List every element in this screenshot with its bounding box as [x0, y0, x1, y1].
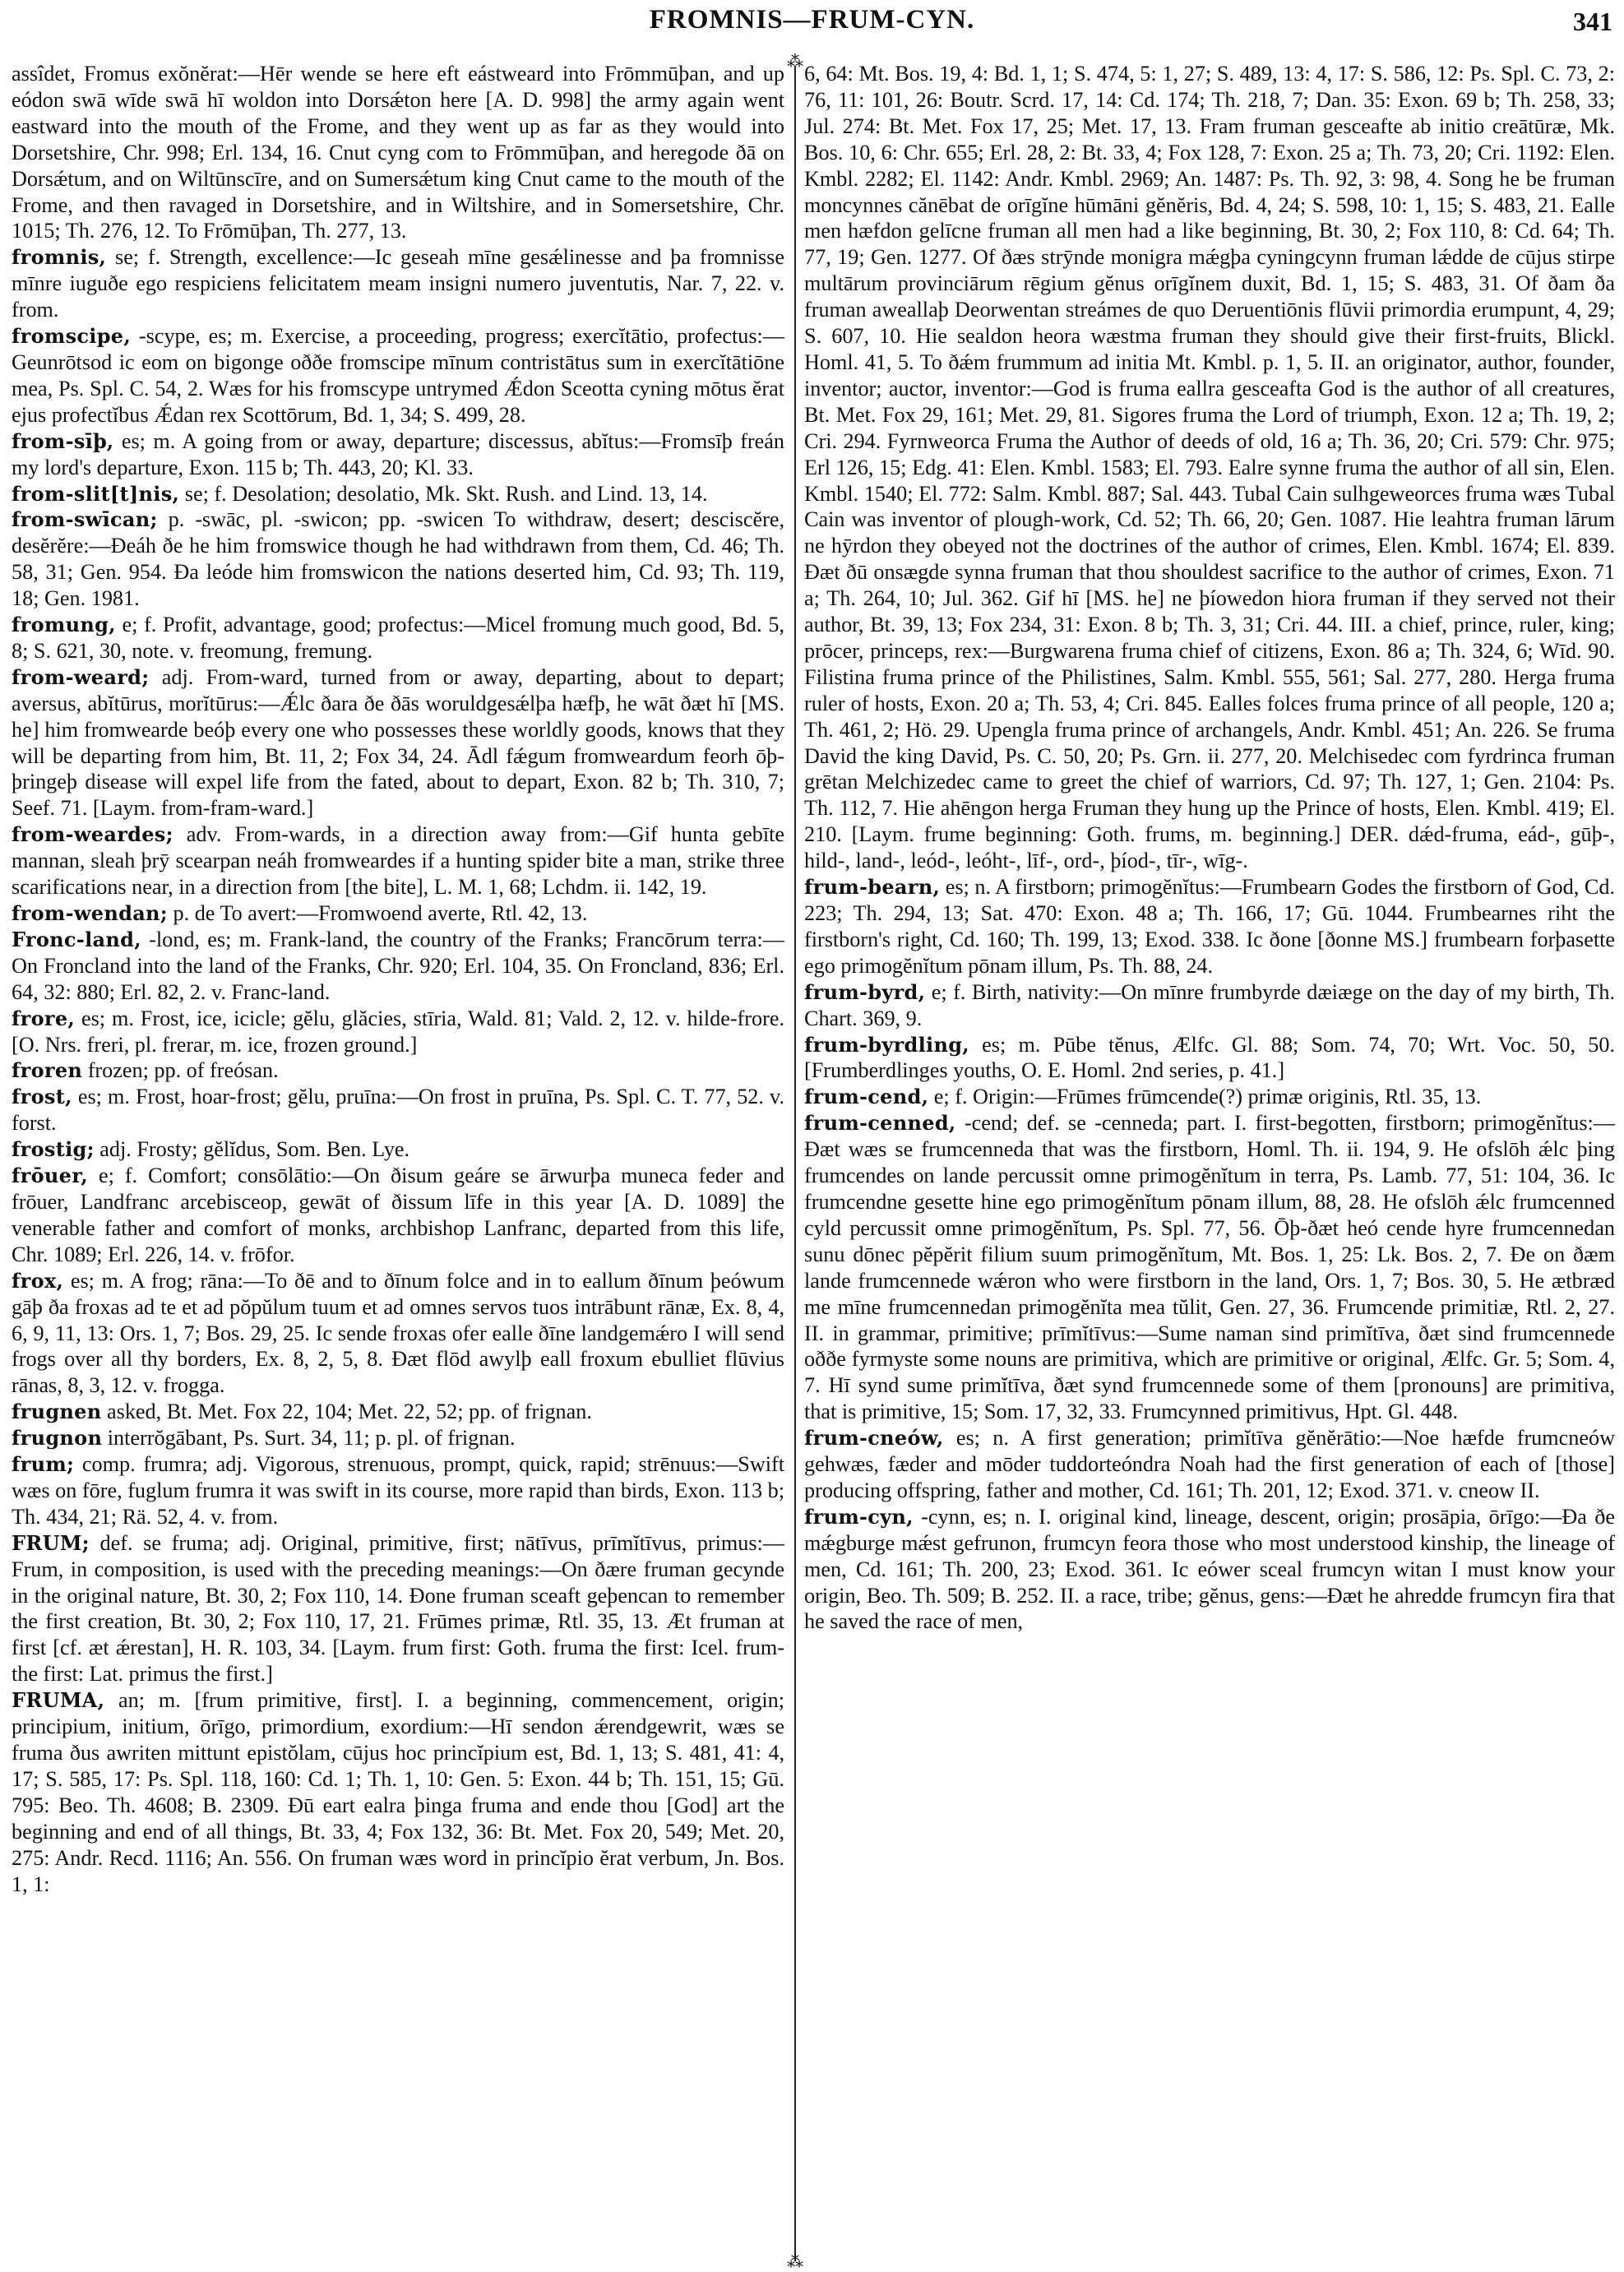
entry-body: interrŏgābant, Ps. Surt. 34, 11; p. pl. of frignan. [102, 1426, 516, 1451]
entry-headword: frum-bearn, [804, 875, 941, 900]
dictionary-entry [12, 1268, 784, 1400]
entry-headword: frost, [12, 1085, 72, 1109]
entry-headword: frum-byrdling, [804, 1032, 969, 1057]
entry-headword: from-slit[t]nis, [12, 481, 180, 506]
dictionary-entry [12, 612, 784, 664]
page-title: FROMNIS—FRUM-CYN. [649, 5, 975, 35]
entry-body: es; m. Frost, ice, icicle; gĕlu, glăcies, stīria, Wald. 81; Vald. 2, 12. v. hilde-frore. [O. Nrs. freri, pl. frerar, m. ice, frozen ground.] [12, 1006, 784, 1057]
entry-headword: frum-cyn, [804, 1504, 914, 1529]
entry-headword: frum-byrd, [804, 979, 926, 1004]
dictionary-entry [804, 1504, 1615, 1636]
dictionary-entry [12, 1687, 784, 1897]
entry-headword: from-weardes; [12, 822, 174, 847]
dictionary-entry [804, 1084, 1615, 1110]
dictionary-entry [804, 61, 1615, 874]
entry-headword: frostig; [12, 1137, 95, 1162]
dictionary-entry [12, 664, 784, 821]
entry-body: def. se fruma; adj. Original, primitive, first; nātīvus, prīmĭtīvus, primus:—Frum, in composition, is used with the preceding meanings:—On ðære fruman gecynde in the original nature, Bt. 30, 2; Fox 110, 14. Ðone fruman sceaft geþencan to remember the first creation, Bt. 30, 2; Fox 110, 17, 21. Frūmes primæ, Rtl. 35, 13. Æt fruman at first [cf. æt ǽrestan], H. R. 103, 34. [Laym. frum first: Goth. fruma the first: Icel. frum- the first: Lat. primus the first.] [12, 1530, 784, 1687]
dictionary-entry [12, 1006, 784, 1058]
entry-headword: fromung, [12, 613, 116, 637]
right-column [804, 61, 1615, 1635]
entry-body: -cend; def. se -cenneda; part. I. first-begotten, firstborn; primogĕnĭtus:—Ðæt wæs se frumcenneda that was the firstborn, Homl. Th. ii. 194, 9. He ofslōh ǽlc þing frumcendes on lande percussit omne primogĕnĭtum in terra, Ps. Lamb. 77, 51: 104, 36. Ic frumcendne gesette hine ego primogĕnĭtum pōnam illum, 88, 28. He ofslōh ǽlc frumcenned cyld percussit omne primogĕnĭtum, Ps. Spl. 77, 56. Ōþ-ðæt heó cende hyre frumcennedan sunu dōnec pĕpĕrit filium suum primogĕnĭtum, Mt. Bos. 1, 25: Lk. Bos. 2, 7. Ðe on ðæm lande frumcennede wǽron who were firstborn in the land, Ors. 1, 7; Bos. 30, 5. He ætbræd me mīne frumcennedan primogĕnĭta mea tŭlit, Gen. 27, 36. Frumcende primitiæ, Rtl. 2, 27. II. in grammar, primitive; prīmĭtīvus:—Sume naman sind primĭtīva, ðæt sind frumcennede oððe fyrmyste some nouns are primitiva, which are primitive or original, Ælfc. Gr. 5; Som. 4, 7. Hī synd sume primĭtīva, ðæt synd frumcennede some of them [pronouns] are primitiva, that is primitive, 15; Som. 17, 32, 33. Frumcynned primitivus, Hpt. Gl. 448. [804, 1111, 1615, 1424]
dictionary-entry [804, 1032, 1615, 1085]
entry-body: se; f. Strength, excellence:—Ic geseah mīne gesǽlinesse and þa fromnisse mīnre iuguðe ego respiciens felicitatem meam insigni numero juventutis, Nar. 7, 22. v. from. [12, 245, 784, 322]
entry-headword: frum-cneów, [804, 1426, 944, 1451]
dictionary-entry [12, 1451, 784, 1530]
entry-body: es; n. A firstborn; primogĕnĭtus:—Frumbearn Godes the firstborn of God, Cd. 223; Th. 294, 13; Sat. 470: Exon. 48 a; Th. 166, 17; Gū. 1044. Frumbearnes riht the firstborn's right, Cd. 160; Th. 199, 13; Exod. 338. Ic ðone [ðonne MS.] frumbearn forþasette ego primogĕnĭtum pōnam illum, Ps. Th. 88, 24. [804, 875, 1615, 978]
entry-body: an; m. [frum primitive, first]. I. a beginning, commencement, origin; principium, initium, ōrīgo, primordium, exordium:—Hī sendon ǽrendgewrit, wæs se fruma ðus awriten mittunt epistŏlam, cūjus hoc princĭpium est, Bd. 1, 13; S. 481, 41: 4, 17; S. 585, 17: Ps. Spl. 118, 160: Cd. 1; Th. 1, 10: Gen. 5: Exon. 44 b; Th. 151, 15; Gū. 795: Beo. Th. 4608; B. 2309. Ðū eart ealra þinga fruma and ende thou [God] art the beginning and end of all things, Bt. 33, 4; Fox 132, 36: Bt. Met. Fox 20, 549; Met. 20, 275: Andr. Recd. 1116; An. 556. On fruman wæs word in princĭpio ĕrat verbum, Jn. Bos. 1, 1: [12, 1688, 784, 1896]
left-column [12, 61, 784, 1897]
entry-body: p. -swāc, pl. -swicon; pp. -swicen To withdraw, desert; desciscĕre, desĕrĕre:—Ðeáh ðe he him fromswice though he had withdrawn from them, Cd. 46; Th. 58, 31; Gen. 954. Ða leóde him fromswicon the nations deserted him, Cd. 93; Th. 119, 18; Gen. 1981. [12, 507, 784, 611]
page-number: 341 [1573, 7, 1612, 36]
dictionary-entry [12, 1163, 784, 1268]
dictionary-entry [12, 61, 784, 244]
dictionary-entry [12, 821, 784, 900]
entry-body: -lond, es; m. Frank-land, the country of the Franks; Francōrum terra:—On Froncland into the land of the Franks, Chr. 920; Erl. 104, 35. On Froncland, 836; Erl. 64, 32: 880; Erl. 82, 2. v. Franc-land. [12, 927, 784, 1004]
entry-body: es; m. A going from or away, departure; discessus, abĭtus:—Fromsīþ freán my lord's departure, Exon. 115 b; Th. 443, 20; Kl. 33. [12, 428, 784, 479]
entry-headword: from-sīþ, [12, 428, 114, 453]
entry-body: es; m. Frost, hoar-frost; gĕlu, pruīna:—On frost in pruīna, Ps. Spl. C. T. 77, 52. v. forst. [12, 1085, 784, 1136]
entry-body: es; m. A frog; rāna:—To ðē and to ðīnum folce and in to eallum ðīnum þeówum gāþ ða froxas ad te et ad pŏpŭlum tuum et ad omnes servos tuos intrābunt rānæ, Ex. 8, 4, 6, 9, 11, 13: Ors. 1, 7; Bos. 29, 25. Ic sende froxas ofer ealle ðīne landgemǽro I will send frogs over all thy borders, Ex. 8, 2, 5, 8. Ðæt flōd awylþ eall froxum ebulliet flūvius rānas, 8, 3, 12. v. frogga. [12, 1268, 784, 1398]
entry-headword: frum-cenned, [804, 1111, 956, 1136]
dictionary-entry [12, 1084, 784, 1136]
entry-body: adj. From-ward, turned from or away, departing, about to depart; aversus, abĭtūrus, morĭtūrus:—Ǽlc ðara ðe ðās woruldgesǽlþa hæfþ, he wāt ðæt hī [MS. he] him fromwearde beóþ every one who possesses these worldly goods, knows that they will be departing from him, Bt. 11, 2; Fox 34, 24. Ādl fǽgum fromweardum feorh ōþ-þringeþ disease will expel life from the fated, about to depart, Exon. 82 b; Th. 310, 7; Seef. 71. [Laym. from-fram-ward.] [12, 664, 784, 821]
entry-body: asked, Bt. Met. Fox 22, 104; Met. 22, 52; pp. of frignan. [101, 1400, 592, 1424]
dictionary-entry [12, 1136, 784, 1163]
dictionary-entry [804, 1110, 1615, 1425]
entry-headword: froren [12, 1058, 83, 1083]
entry-body: 6, 64: Mt. Bos. 19, 4: Bd. 1, 1; S. 474, 5: 1, 27; S. 489, 13: 4, 17: S. 586, 12: Ps. Spl. C. 73, 2: 76, 11: 101, 26: Boutr. Scrd. 17, 14: Cd. 174; Th. 218, 7; Dan. 35: Exon. 69 b; Th. 258, 33; Jul. 274: Bt. Met. Fox 17, 25; Met. 17, 13. Fram fruman gesceafte ab initio creātūræ, Mk. Bos. 10, 6: Chr. 655; Erl. 28, 2: Bt. 33, 4; Fox 128, 7: Exon. 25 a; Th. 73, 20; Cri. 1192: Elen. Kmbl. 2282; El. 1142: Andr. Kmbl. 2969; An. 1487: Ps. Th. 92, 3: 98, 4. Song he be fruman moncynnes cănēbat de orīgĭne hūmāni gĕnĕris, Bd. 4, 24; S. 598, 10: 1, 15; S. 483, 21. Ealle men hæfdon gelīcne fruman all men had a like beginning, Bt. 30, 2; Fox 110, 8: Cd. 64; Th. 77, 19; Gen. 1277. Of ðæs strȳnde monigra mǽgþa cyningcynn fruman lǽdde de cūjus stirpe multārum provinciārum rēgium gĕnus orīgĭnem duxit, Bd. 1, 15; S. 483, 31. Of ðam ða fruman aweallaþ Deorwentan streámes de quo Deruentiōnis flūvii primordia erumpunt, 4, 29; S. 607, 10. Hie sealdon heora wæstma fruman they should give their first-fruits, Blickl. Homl. 41, 5. To ðǽm frummum ad initia Mt. Kmbl. p. 1, 5. II. an originator, author, founder, inventor; auctor, inventor:—God is fruma eallra gesceafta God is the author of all creatures, Bt. Met. Fox 29, 161; Met. 29, 81. Sigores fruma the Lord of triumph, Exon. 12 a; Th. 19, 2; Cri. 294. Fyrnweorca Fruma the Author of deeds of old, 16 a; Th. 36, 20; Cri. 579: Chr. 975; Erl 126, 15; Edg. 41: Elen. Kmbl. 1583; El. 793. Ealre synne fruma the author of all sin, Elen. Kmbl. 1540; El. 772: Salm. Kmbl. 887; Sal. 443. Tubal Cain sulhgeweorces fruma wæs Tubal Cain was inventor of plough-work, Cd. 52; Th. 66, 20; Gen. 1087. Hie leahtra fruman lārum ne hȳrdon they obeyed not the doctrines of the author of crimes, Elen. Kmbl. 1674; El. 839. Ðæt ðū onsægde synna fruman that thou shouldest sacrifice to the author of crimes, Exon. 71 a; Th. 264, 10; Jul. 362. Gif hī [MS. he] ne þíowedon hiora fruman if they served not their author, Bt. 39, 13; Fox 234, 31: Exon. 8 b; Th. 3, 31; Cri. 44. III. a chief, prince, ruler, king; prōcer, princeps, rex:—Burgwarena fruma chief of citizens, Exon. 86 a; Th. 324, 6; Wīd. 90. Filistina fruma prince of the Philistines, Salm. Kmbl. 555, 561; Sal. 277, 280. Herga fruma ruler of hosts, Exon. 20 a; Th. 53, 4; Cri. 845. Ealles folces fruma prince of all people, 120 a; Th. 461, 2; Hö. 29. Upengla fruma prince of archangels, Andr. Kmbl. 451; An. 226. Se fruma David the king David, Ps. C. 50, 20; Ps. Grn. ii. 277, 20. Melchisedec com fyrdrinca fruman grētan Melchizedec came to greet the chief of warriors, Cd. 97; Th. 127, 1; Gen. 2104: Ps. Th. 112, 7. Hie ahēngon herga Fruman they hung up the Prince of hosts, Elen. Kmbl. 419; El. 210. [Laym. frume beginning: Goth. frums, m. beginning.] DER. dǽd-fruma, eád-, gūþ-, hild-, land-, leód-, leóht-, līf-, ord-, þíod-, tīr-, wīg-. [804, 62, 1615, 873]
entry-body: e; f. Birth, nativity:—On mīnre frumbyrde dæiæge on the day of my birth, Th. Chart. 369, 9. [804, 979, 1615, 1030]
entry-body: es; n. A first generation; primĭtīva gĕnĕrātio:—Noe hæfde frumcneów gehwæs, fæder and mōder tuddorteóndra Noah had the first generation of each of [those] producing offspring, father and mother, Cd. 161; Th. 201, 12; Exod. 371. v. cneow II. [804, 1426, 1615, 1502]
entry-headword: frugnon [12, 1426, 103, 1451]
entry-body: se; f. Desolation; desolatio, Mk. Skt. Rush. and Lind. 13, 14. [179, 481, 708, 506]
entry-body: comp. frumra; adj. Vigorous, strenuous, prompt, quick, rapid; strēnuus:—Swift wæs on fōre, fuglum frumra it was swift in its course, more rapid than birds, Exon. 113 b; Th. 434, 21; Rä. 52, 4. v. from. [12, 1452, 784, 1529]
dictionary-entry [12, 927, 784, 1006]
entry-body: adv. From-wards, in a direction away from:—Gif hunta gebīte mannan, sleah þrȳ scearpan neáh fromweardes if a hunting spider bite a man, strike three scarifications near, in a direction from [the bite], L. M. 1, 68; Lchdm. ii. 142, 19. [12, 822, 784, 900]
entry-body: adj. Frosty; gĕlĭdus, Som. Ben. Lye. [94, 1137, 410, 1162]
dictionary-entry [804, 874, 1615, 979]
entry-body: es; m. Pūbe tĕnus, Ælfc. Gl. 88; Som. 74, 70; Wrt. Voc. 50, 50. [Frumberdlinges youths, O. E. Homl. 2nd series, p. 41.] [804, 1032, 1615, 1083]
column-ornament-icon: ⁂ [787, 2253, 803, 2271]
entry-headword: from-swīcan; [12, 507, 158, 532]
dictionary-entry [804, 979, 1615, 1032]
dictionary-entry [12, 428, 784, 481]
dictionary-entry [12, 323, 784, 428]
dictionary-entry [12, 481, 784, 507]
entry-body: e; f. Origin:—Frūmes frūmcende(?) primæ originis, Rtl. 35, 13. [928, 1085, 1482, 1109]
entry-body: -cynn, es; n. I. original kind, lineage, descent, origin; prosāpia, ōrīgo:—Ða ðe mǽgburge mǽst gefrunon, frumcyn feora those who most understood kinship, the lineage of men, Cd. 161; Th. 200, 23; Exod. 361. Ic eówer sceal frumcyn witan I must know your origin, Beo. Th. 509; B. 252. II. a race, tribe; gĕnus, gens:—Ðæt he ahredde frumcyn fira that he saved the race of men, [804, 1504, 1615, 1634]
column-divider [794, 66, 796, 2261]
entry-body: -scype, es; m. Exercise, a proceeding, progress; exercĭtātio, profectus:—Geunrōtsod ic eom on bigonge oððe fromscipe mīnum contristātus sum in exercĭtātiōne mea, Ps. Spl. C. 54, 2. Wæs for his fromscype untrymed Ǽdon Sceotta cyning mōtus ĕrat ejus profectĭbus Ǽdan rex Scottōrum, Bd. 1, 34; S. 499, 28. [12, 324, 784, 427]
entry-body: e; f. Comfort; consōlātio:—On ðisum geáre se ārwurþa muneca feder and frōuer, Landfranc arcebisceop, gewāt of ðissum līfe in this year [A. D. 1089] the venerable father and comfort of monks, archbishop Lanfranc, departed from this life, Chr. 1089; Erl. 226, 14. v. frōfor. [12, 1164, 784, 1266]
dictionary-entry [12, 244, 784, 323]
dictionary-entry [804, 1425, 1615, 1504]
entry-headword: frox, [12, 1268, 64, 1293]
dictionary-entry [12, 1057, 784, 1084]
entry-headword: fromnis, [12, 245, 107, 270]
dictionary-entry [12, 1530, 784, 1687]
entry-headword: fromscipe, [12, 324, 132, 349]
running-head [0, 5, 1624, 38]
entry-headword: from-weard; [12, 664, 150, 689]
entry-headword: Fronc-land, [12, 927, 141, 951]
entry-headword: FRUM; [12, 1530, 90, 1555]
entry-body: frozen; pp. of freósan. [82, 1058, 279, 1083]
entry-headword: frōuer, [12, 1164, 89, 1188]
column-ornament-icon: ⁂ [787, 53, 803, 71]
entry-body: p. de To avert:—Fromwoend averte, Rtl. 42, 13. [167, 901, 588, 925]
entry-body: assîdet, Fromus exŏnĕrat:—Hēr wende se here eft eástweard into Frōmmūþan, and up eódon swā wīde swā hī woldon into Dorsǽton here [A. D. 998] the army again went eastward into the mouth of the Frome, and they went up as far as they would into Dorsetshire, Chr. 998; Erl. 134, 16. Cnut cyng com to Frōmmūþan, and heregode ðā on Dorsǽtum, and on Wiltūnscīre, and on Sumersǽtum king Cnut came to the mouth of the Frome, and then ravaged in Dorsetshire, and in Wiltshire, and in Somersetshire, Chr. 1015; Th. 276, 12. To Frōmūþan, Th. 277, 13. [12, 62, 784, 243]
entry-headword: frugnen [12, 1400, 102, 1424]
dictionary-entry [12, 900, 784, 927]
entry-headword: frore, [12, 1006, 76, 1030]
entry-headword: FRUMA, [12, 1688, 105, 1713]
dictionary-entry [12, 1399, 784, 1425]
entry-headword: frum; [12, 1452, 75, 1477]
dictionary-entry [12, 507, 784, 612]
entry-headword: frum-cend, [804, 1085, 929, 1109]
dictionary-entry [12, 1425, 784, 1451]
entry-headword: from-wendan; [12, 901, 168, 925]
entry-body: e; f. Profit, advantage, good; profectus:—Micel fromung much good, Bd. 5, 8; S. 621, 30, note. v. freomung, fremung. [12, 613, 784, 663]
